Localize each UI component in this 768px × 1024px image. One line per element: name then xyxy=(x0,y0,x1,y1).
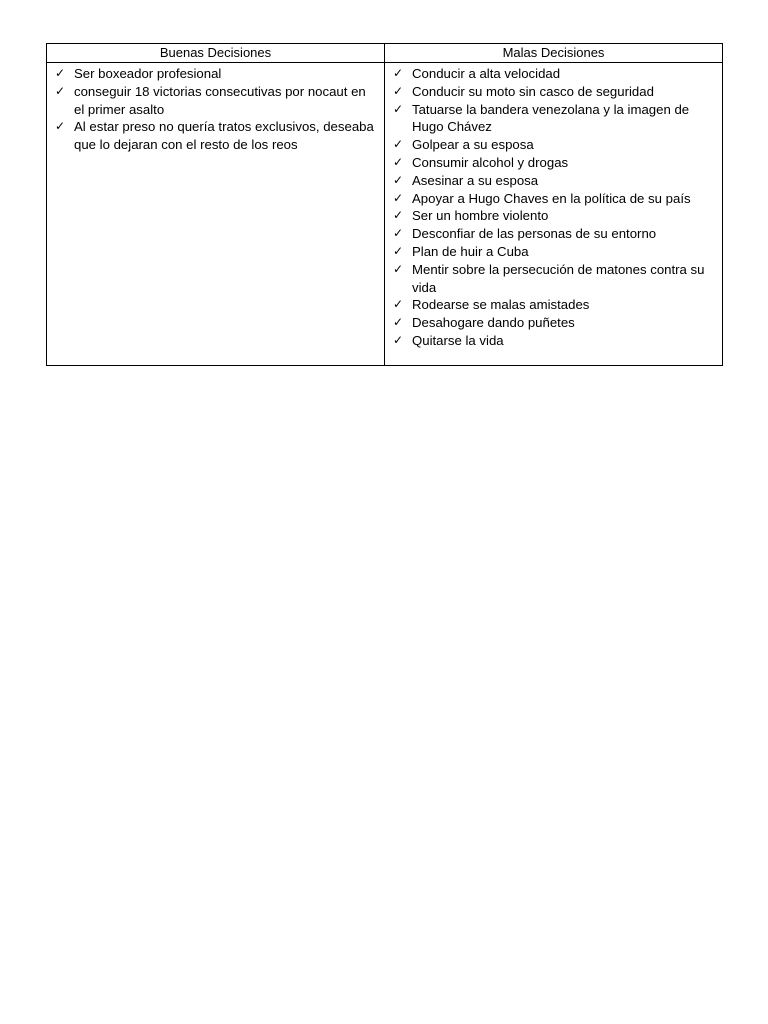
checkmark-icon: ✓ xyxy=(393,101,404,116)
list-item xyxy=(53,118,378,154)
list-item-text: Conducir a alta velocidad xyxy=(412,66,561,81)
list-item-text: Al estar preso no quería tratos exclusivos, deseaba que lo dejaran con el resto de los reos xyxy=(74,119,374,153)
list-item xyxy=(391,190,716,208)
list-item-text: conseguir 18 victorias consecutivas por nocaut en el primer asalto xyxy=(74,83,366,117)
checkmark-icon: ✓ xyxy=(393,137,404,152)
malas-decisiones-list xyxy=(391,65,716,350)
list-item-text: Asesinar a su esposa xyxy=(412,172,539,188)
list-item-text: Golpear a su esposa xyxy=(412,137,534,153)
decisions-table xyxy=(46,43,723,366)
checkmark-icon: ✓ xyxy=(393,315,404,330)
checkmark-icon: ✓ xyxy=(393,243,404,258)
list-item-text: Rodearse se malas amistades xyxy=(412,297,590,313)
buenas-decisiones-cell xyxy=(47,63,385,366)
list-item-text: Consumir alcohol y drogas xyxy=(412,154,569,170)
list-item xyxy=(391,154,716,172)
buenas-decisiones-list xyxy=(53,65,378,154)
checkmark-icon: ✓ xyxy=(393,190,404,205)
list-item-text: Ser un hombre violento xyxy=(412,208,549,224)
header-malas-decisiones: Malas Decisiones xyxy=(385,44,723,63)
malas-decisiones-cell xyxy=(385,63,723,366)
list-item-text: Desconfiar de las personas de su entorno xyxy=(412,226,657,242)
list-item-text: Quitarse la vida xyxy=(412,332,504,348)
list-item xyxy=(53,65,378,83)
checkmark-icon: ✓ xyxy=(393,332,404,347)
list-item xyxy=(391,261,716,297)
list-item xyxy=(391,101,716,137)
list-item xyxy=(53,83,378,119)
checkmark-icon: ✓ xyxy=(393,154,404,169)
header-buenas-decisiones: Buenas Decisiones xyxy=(47,44,385,63)
list-item xyxy=(391,136,716,154)
checkmark-icon: ✓ xyxy=(55,119,66,134)
checkmark-icon: ✓ xyxy=(55,83,66,98)
list-item-text: Conducir su moto sin casco de seguridad xyxy=(412,83,654,99)
list-item xyxy=(391,332,716,350)
checkmark-icon: ✓ xyxy=(393,297,404,312)
list-item xyxy=(391,314,716,332)
checkmark-icon: ✓ xyxy=(55,66,66,80)
list-item-text: Tatuarse la bandera venezolana y la imagen de Hugo Chávez xyxy=(412,101,690,135)
checkmark-icon: ✓ xyxy=(393,83,404,98)
list-item-text: Desahogare dando puñetes xyxy=(412,315,575,331)
list-item-text: Plan de huir a Cuba xyxy=(412,243,529,259)
list-item xyxy=(391,243,716,261)
list-item xyxy=(391,83,716,101)
list-item-text: Mentir sobre la persecución de matones contra su vida xyxy=(412,261,705,295)
table-header-row xyxy=(47,44,723,63)
list-item-text: Ser boxeador profesional xyxy=(74,66,222,81)
checkmark-icon: ✓ xyxy=(393,66,404,80)
checkmark-icon: ✓ xyxy=(393,261,404,276)
list-item xyxy=(391,172,716,190)
list-item-text: Apoyar a Hugo Chaves en la política de su país xyxy=(412,190,691,206)
checkmark-icon: ✓ xyxy=(393,172,404,187)
checkmark-icon: ✓ xyxy=(393,226,404,241)
list-item xyxy=(391,225,716,243)
list-item xyxy=(391,65,716,83)
list-item xyxy=(391,207,716,225)
table-row xyxy=(47,63,723,366)
list-item xyxy=(391,296,716,314)
checkmark-icon: ✓ xyxy=(393,208,404,223)
